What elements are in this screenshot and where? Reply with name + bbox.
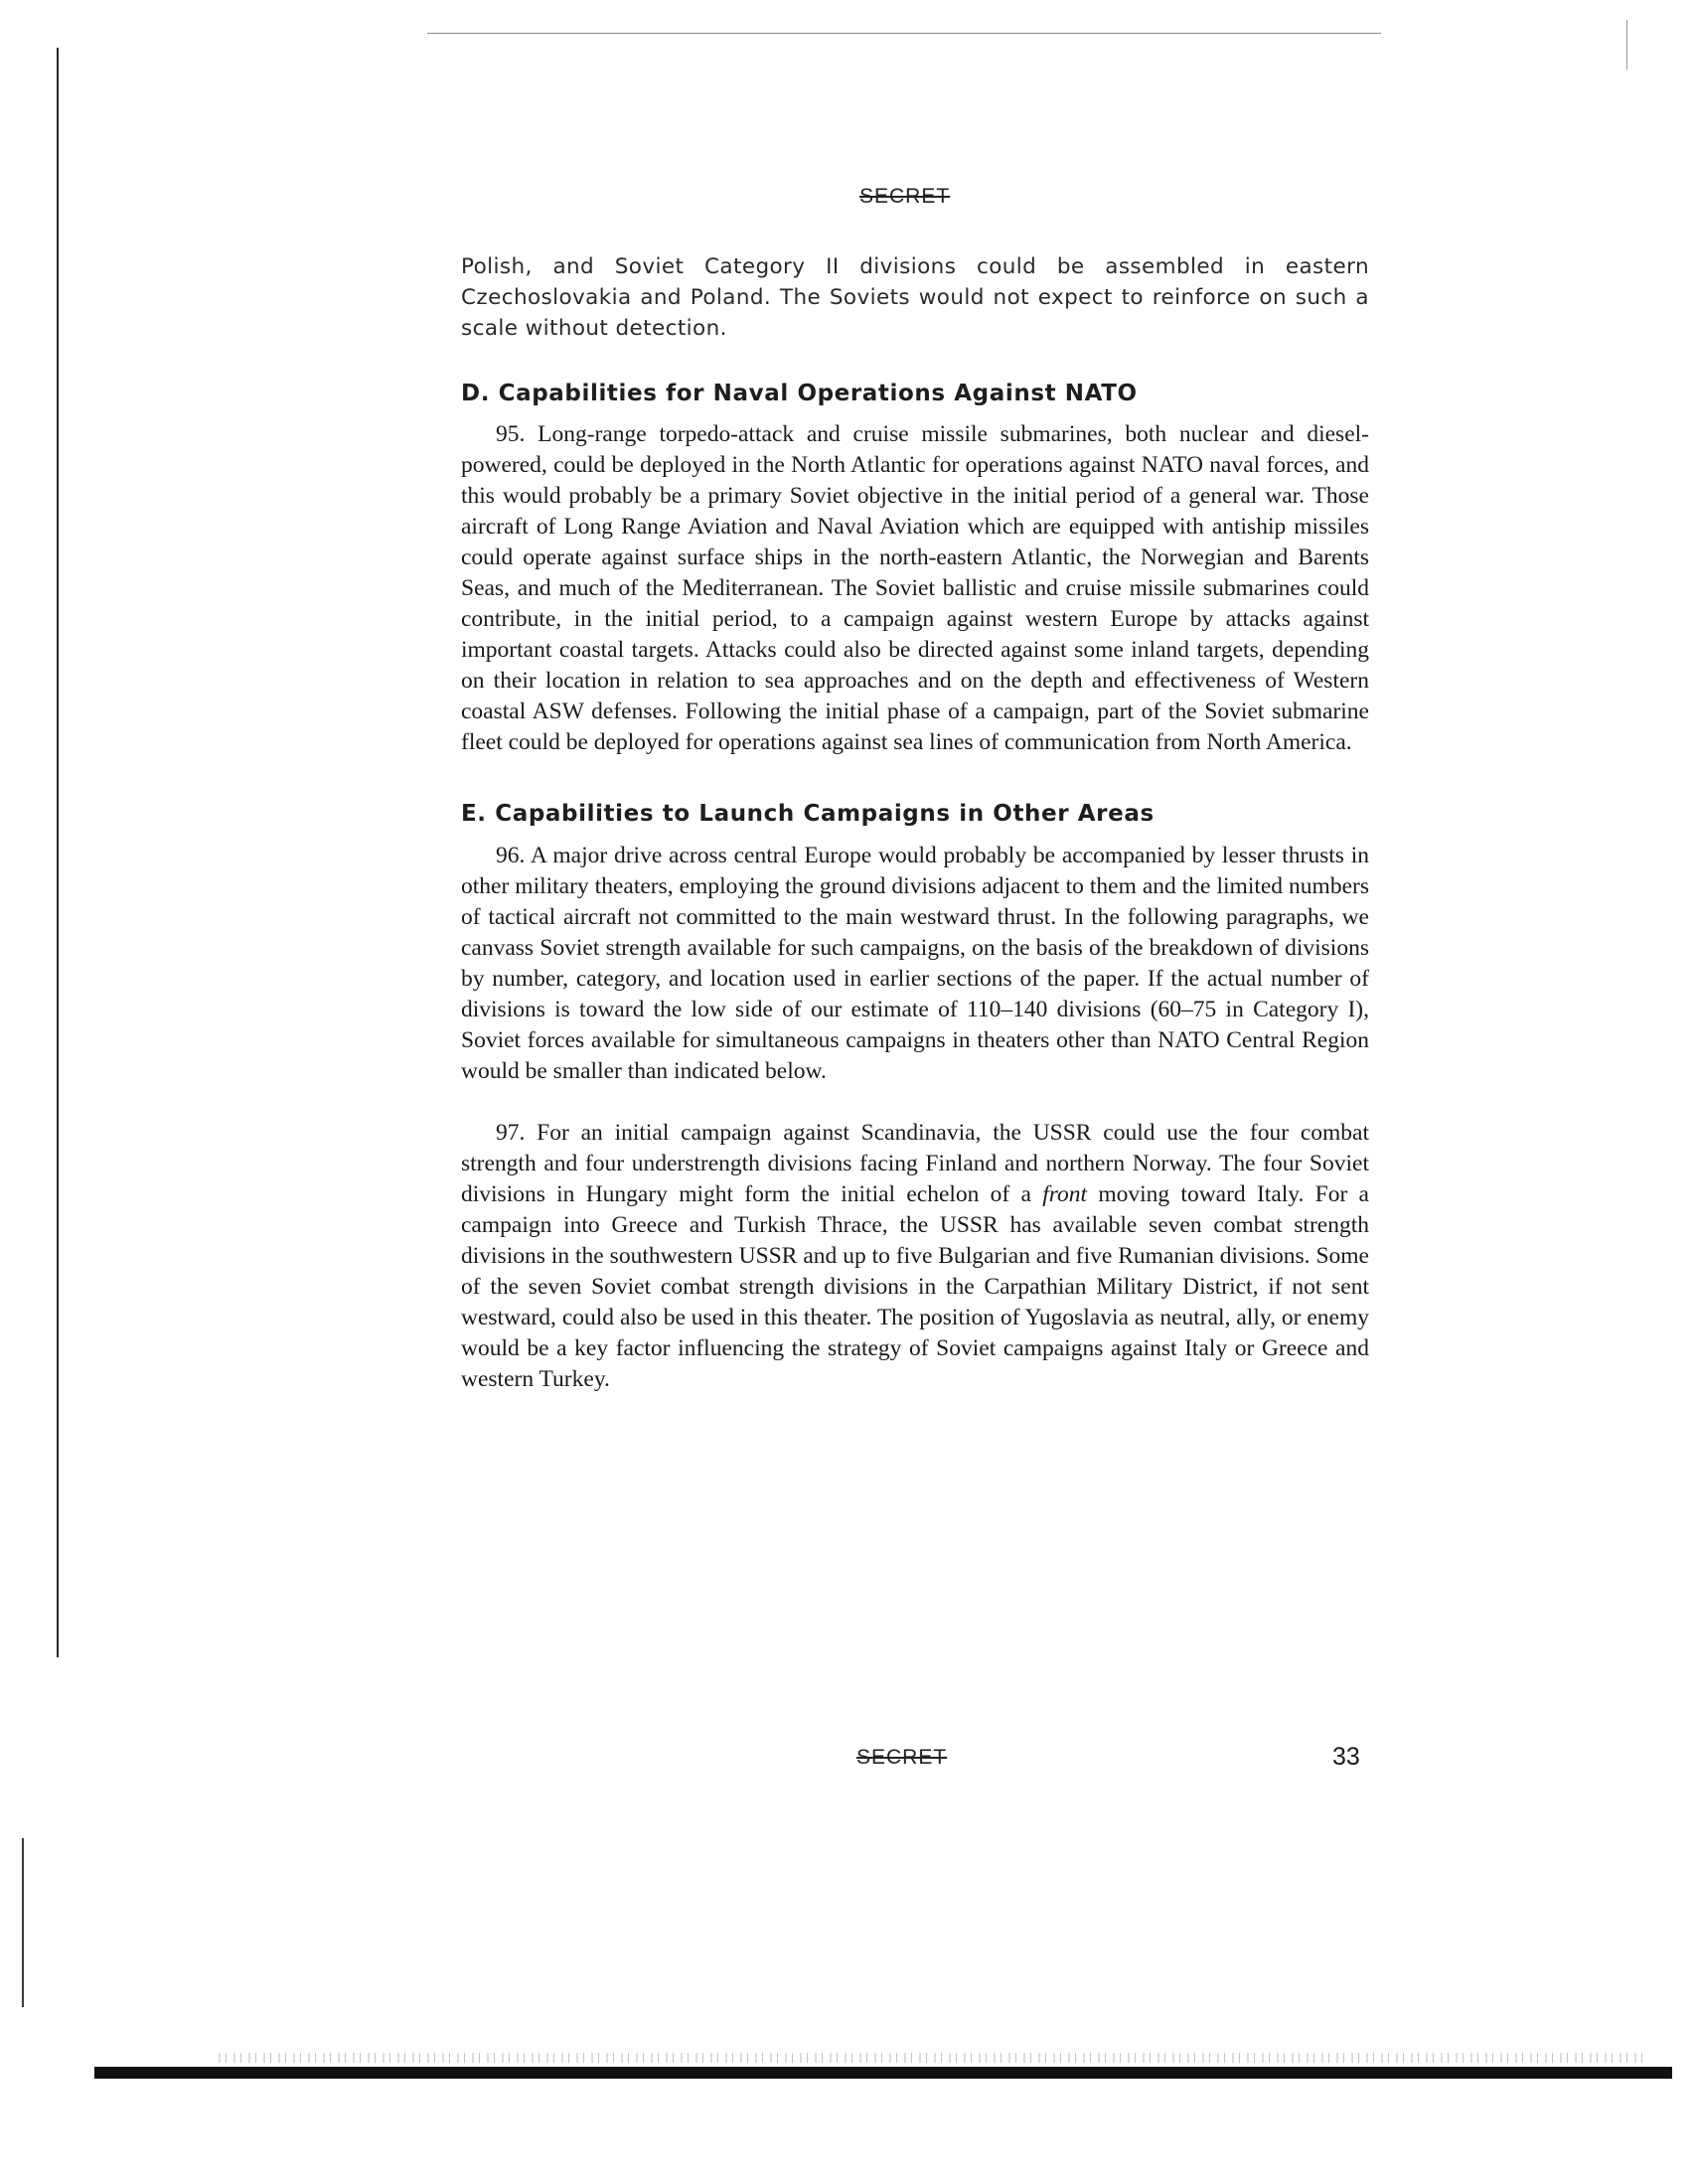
paragraph-97-text-a: 97. For an initial campaign against Scandinavia, the USSR could use the four combat strength and four understrength divisions facing Finland and northern Norway. The four Soviet divisions in Hungary might form the initial echelon of a <box>461 1120 1369 1207</box>
classification-marking-bottom: SECRET <box>856 1746 948 1769</box>
paragraph-97 <box>461 1118 1369 1395</box>
classification-marking-top: SECRET <box>859 185 951 208</box>
scan-artifact-left-edge-lower <box>22 1838 24 2007</box>
page-number: 33 <box>1332 1743 1360 1771</box>
section-d-heading: D. Capabilities for Naval Operations Against NATO <box>461 381 1138 406</box>
intro-paragraph: Polish, and Soviet Category II divisions could be assembled in eastern Czechoslovakia and Poland. The Soviets would not expect to reinforce on such a scale without detection. <box>461 254 1369 341</box>
paragraph-95: 95. Long-range torpedo-attack and cruise missile submarines, both nuclear and diesel-powered, could be deployed in the North Atlantic for operations against NATO naval forces, and this would probably be a primary Soviet objective in the initial period of a general war. Those aircraft of Long Range Aviation and Naval Aviation which are equipped with antiship missiles could operate against surface ships in the north-eastern Atlantic, the Norwegian and Barents Seas, and much of the Mediterranean. The Soviet ballistic and cruise missile submarines could contribute, in the initial period, to a campaign against western Europe by attacks against important coastal targets. Attacks could also be directed against some inland targets, depending on their location in relation to sea approaches and on the depth and effectiveness of Western coastal ASW defenses. Following the initial phase of a campaign, part of the Soviet submarine fleet could be deployed for operations against sea lines of communication from North America. <box>461 421 1369 755</box>
paragraph-96: 96. A major drive across central Europe would probably be accompanied by lesser thrusts in other military theaters, employing the ground divisions adjacent to them and the limited numbers of tactical aircraft not committed to the main westward thrust. In the following paragraphs, we canvass Soviet strength available for such campaigns, on the basis of the breakdown of divisions by number, category, and location used in earlier sections of the paper. If the actual number of divisions is toward the low side of our estimate of 110–140 divisions (60–75 in Category I), Soviet forces available for simultaneous campaigns in theaters other than NATO Central Region would be smaller than indicated below. <box>461 843 1369 1084</box>
paragraph-97-italic-term: front <box>1042 1181 1088 1207</box>
scan-artifact-left-edge <box>57 48 59 1657</box>
section-e-heading: E. Capabilities to Launch Campaigns in Other Areas <box>461 801 1155 827</box>
scan-artifact-right-tick <box>1626 20 1627 70</box>
scan-artifact-top-line <box>427 33 1381 34</box>
scan-artifact-bottom-speckle <box>219 2053 1649 2063</box>
document-body <box>461 251 1369 1395</box>
scan-artifact-bottom-bar <box>94 2067 1672 2079</box>
paragraph-97-text-b: moving toward Italy. For a campaign into Greece and Turkish Thrace, the USSR has available seven combat strength divisions in the southwestern USSR and up to five Bulgarian and five Rumanian divisions. Some of the seven Soviet combat strength divisions in the Carpathian Military District, if not sent westward, could also be used in this theater. The position of Yugoslavia as neutral, ally, or enemy would be a key factor influencing the strategy of Soviet campaigns against Italy or Greece and western Turkey. <box>461 1181 1369 1392</box>
